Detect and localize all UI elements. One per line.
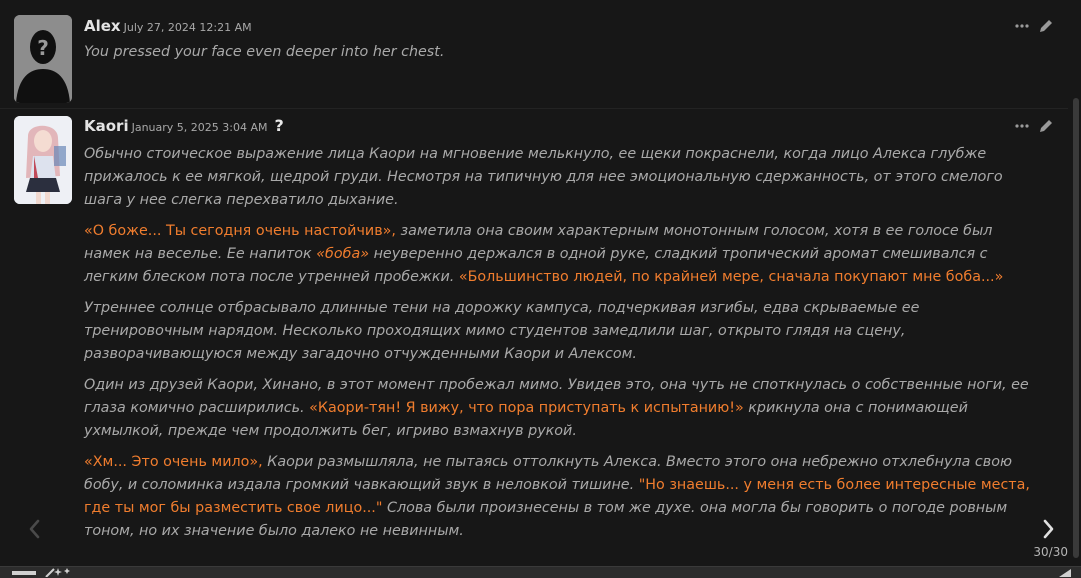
pencil-icon[interactable] — [1038, 18, 1054, 34]
message-alex — [0, 10, 1068, 106]
send-icon[interactable] — [1057, 567, 1073, 577]
message-paragraph — [84, 374, 1042, 443]
input-bar — [0, 566, 1081, 578]
message-actions — [1015, 118, 1054, 134]
scrollbar-thumb[interactable] — [1073, 98, 1079, 558]
message-paragraph — [84, 451, 1042, 543]
prev-swipe-button[interactable] — [26, 518, 42, 544]
next-swipe-button[interactable] — [1041, 518, 1057, 544]
message-text — [84, 143, 1042, 551]
message-header — [84, 116, 284, 135]
message-actions — [1015, 18, 1054, 34]
timestamp: July 27, 2024 12:21 AM — [123, 21, 252, 34]
more-icon[interactable] — [1015, 124, 1029, 128]
swipe-counter: 30/30 — [1033, 545, 1068, 559]
message-paragraph: Обычно стоическое выражение лица Каори на мгновение мелькнуло, ее щеки покраснели, когда лицо Алекса глубже прижалось к ее мягкой, щедрой груди. Несмотря на типичную для нее эмоциональную сдержанность, от этого смелого шага у нее слегка перехватило дыхание. — [84, 146, 1003, 208]
character-portrait — [14, 116, 72, 204]
author-name[interactable]: Alex — [84, 17, 121, 35]
message-paragraph: You pressed your face even deeper into her chest. — [84, 44, 445, 60]
message-paragraph — [84, 220, 1042, 289]
default-user-icon — [14, 15, 72, 103]
dialogue-quote: «Хм... Это очень мило», — [84, 454, 263, 470]
pencil-icon[interactable] — [1038, 118, 1054, 134]
help-badge[interactable]: ? — [274, 116, 284, 135]
author-name[interactable]: Kaori — [84, 117, 129, 135]
message-kaori — [0, 108, 1068, 559]
dialogue-quote: «Каори-тян! Я вижу, что пора приступать к испытанию!» — [309, 400, 744, 416]
narration: неуверенно держался в одной руке, сладкий тропический аромат смешивался с легким блеском пота после утренней пробежки. — [84, 246, 988, 285]
message-text — [84, 41, 1042, 72]
narration: крикнула она с понимающей ухмылкой, прежде чем продолжить бег, игриво взмахнув рукой. — [84, 400, 968, 439]
message-header — [84, 16, 252, 35]
dialogue-quote: «Большинство людей, по крайней мере, сначала покупают мне боба...» — [458, 269, 1004, 285]
avatar-alex[interactable] — [14, 15, 72, 103]
magic-wand-icon[interactable] — [44, 567, 74, 577]
timestamp: January 5, 2025 3:04 AM — [131, 121, 268, 134]
dialogue-quote: «боба» — [316, 246, 370, 262]
avatar-kaori[interactable] — [14, 116, 72, 204]
narration: заметила она своим характерным монотонным голосом, хотя в ее голосе был намек на веселье. Ее напиток — [84, 223, 993, 262]
svg-text:?: ? — [37, 36, 49, 60]
dialogue-quote: "Но знаешь... у меня есть более интересные места, где ты мог бы разместить свое лицо..." — [84, 477, 1030, 516]
message-paragraph: Утреннее солнце отбрасывало длинные тени на дорожку кампуса, подчеркивая изгибы, едва скрываемые ее тренировочным нарядом. Несколько проходящих мимо студентов замедлили шаг, открыто глядя на сцену, разворачивающуюся между загадочно отчужденными Каори и Алексом. — [84, 300, 920, 362]
dialogue-quote: «О боже... Ты сегодня очень настойчив», — [84, 223, 396, 239]
narration: Слова были произнесены в том же духе. она могла бы говорить о погоде ровным тоном, но их значение было далеко не невинным. — [84, 500, 1008, 539]
narration: Каори размышляла, не пытаясь оттолкнуть Алекса. Вместо этого она небрежно отхлебнула свою бобу, и соломинка издала громкий чавкающий звук в неловкой тишине. — [84, 454, 1012, 493]
more-icon[interactable] — [1015, 24, 1029, 28]
menu-icon[interactable] — [12, 571, 36, 575]
chevron-right-icon — [1041, 518, 1057, 540]
chevron-left-icon — [26, 518, 42, 540]
narration: Один из друзей Каори, Хинано, в этот момент пробежал мимо. Увидев это, она чуть не споткнулась о собственные ноги, ее глаза комично расширились. — [84, 377, 1029, 416]
